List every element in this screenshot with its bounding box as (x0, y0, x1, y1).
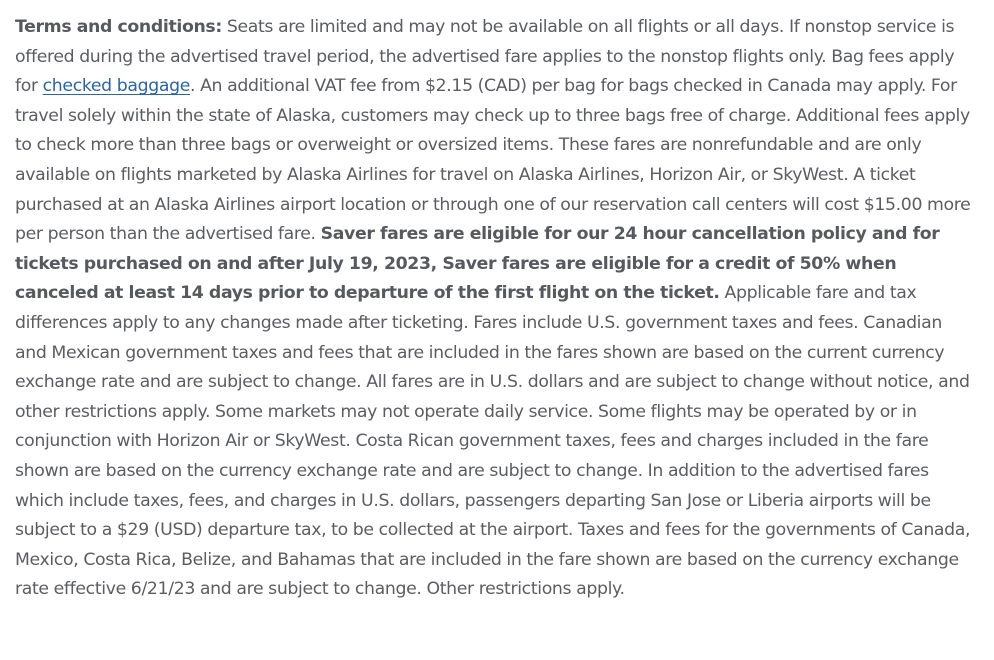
checked-baggage-link[interactable]: checked baggage (42, 76, 190, 97)
terms-text-fees: . An additional VAT fee from $2.15 (CAD) per bag for bags checked in Canada may apply. For travel solely within the state of Alaska, customers may check up to three bags free of charge. Additional fees apply to check more than three bags or overweight or oversized items. These fares are nonrefundable and are only available on flights marketed by Alaska Airlines for travel on Alaska Airlines, Horizon Air, or SkyWest. A ticket purchased at an Alaska Airlines airport location or through one of our reservation call centers will cost $15.00 more per person than the advertised fare. (15, 76, 971, 245)
saver-fare-policy: Saver fares are eligible for our 24 hour cancellation policy and for tickets purchased on and after July 19, 2023, Saver fares are eligible for a credit of 50% when canceled at least 14 days prior to departure of the first flight on the ticket. (15, 224, 940, 304)
terms-and-conditions-paragraph (15, 13, 977, 605)
terms-heading: Terms and conditions: (15, 17, 222, 37)
terms-text-taxes: Applicable fare and tax differences apply to any changes made after ticketing. Fares include U.S. government taxes and fees. Canadian and Mexican government taxes and fees that are included in the fares shown are based on the current currency exchange rate and are subject to change. All fares are in U.S. dollars and are subject to change without notice, and other restrictions apply. Some markets may not operate daily service. Some flights may be operated by or in conjunction with Horizon Air or SkyWest. Costa Rican government taxes, fees and charges included in the fare shown are based on the currency exchange rate and are subject to change. In addition to the advertised fares which include taxes, fees, and charges in U.S. dollars, passengers departing San Jose or Liberia airports will be subject to a $29 (USD) departure tax, to be collected at the airport. Taxes and fees for the governments of Canada, Mexico, Costa Rica, Belize, and Bahamas that are included in the fare shown are based on the currency exchange rate effective 6/21/23 and are subject to change. Other restrictions apply. (15, 283, 971, 600)
terms-text-intro: Seats are limited and may not be available on all flights or all days. If nonstop service is offered during the advertised travel period, the advertised fare applies to the nonstop flights only. Bag fees apply for (15, 17, 955, 97)
